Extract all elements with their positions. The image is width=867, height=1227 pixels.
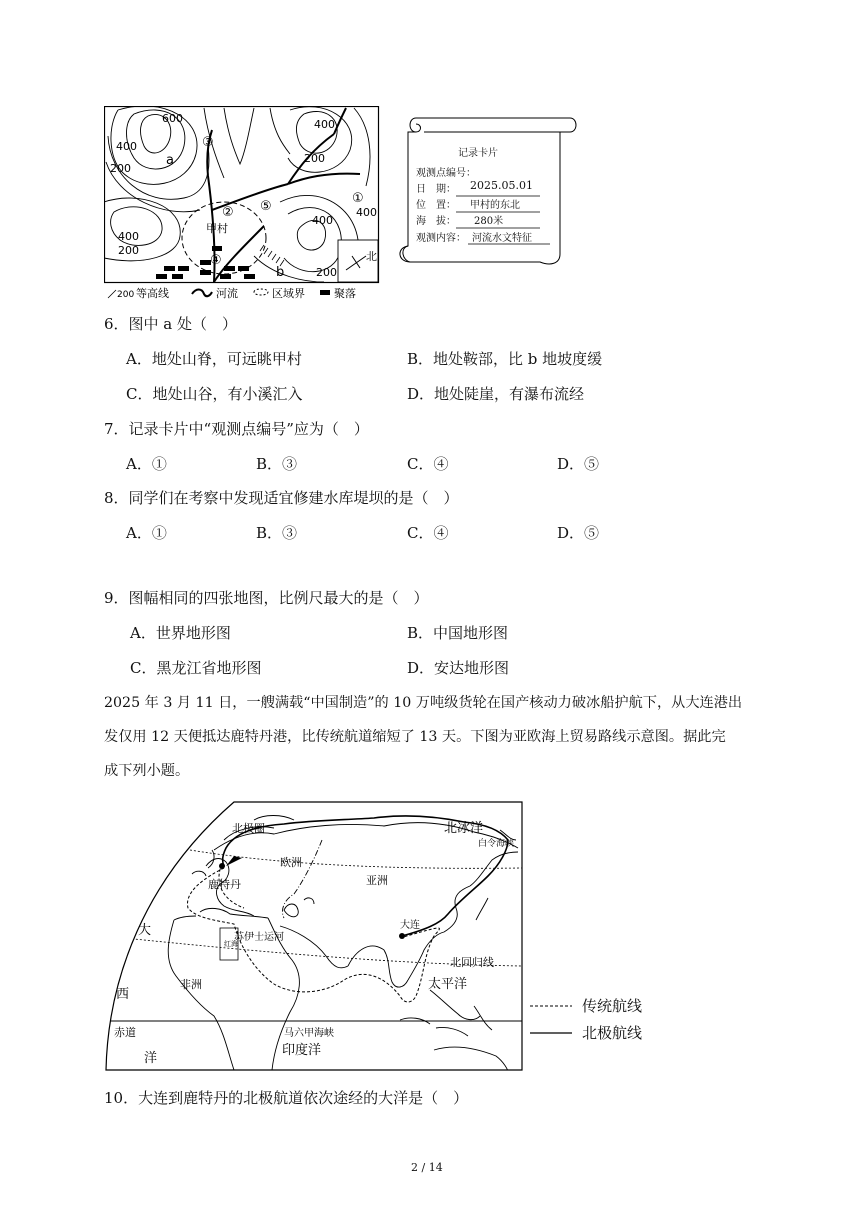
record-card-altitude-label: 海 拔：: [416, 216, 456, 227]
question-8-stem: 8．同学们在考察中发现适宜修建水库堤坝的是（ ）: [104, 489, 459, 507]
question-6-option-a[interactable]: A．地处山脊，可远眺甲村: [126, 350, 302, 368]
question-6-option-c[interactable]: C．地处山谷，有小溪汇入: [126, 385, 303, 403]
contour-label-400: 400: [312, 214, 333, 227]
question-9-option-b[interactable]: B．中国地形图: [407, 624, 509, 642]
question-7-option-c[interactable]: C．④: [407, 455, 449, 473]
point-1-label: ①: [352, 191, 364, 206]
contour-label-400: 400: [314, 118, 335, 131]
map-label-rotterdam: 鹿特丹: [208, 878, 241, 891]
point-a-label: a: [166, 153, 174, 168]
record-card-altitude-value: 280米: [474, 216, 504, 227]
question-9-option-a[interactable]: A．世界地形图: [130, 624, 231, 642]
record-card-location-value: 甲村的东北: [470, 200, 520, 211]
map-legend-arctic: 北极航线: [582, 1024, 643, 1042]
map-label-suez: 苏伊士运河: [234, 932, 284, 943]
contour-label-200: 200: [304, 152, 325, 165]
passage-line: 2025 年 3 月 11 日，一艘满载“中国制造”的 10 万吨级货轮在国产核动力破冰船护航下，从大连港出: [104, 695, 743, 711]
record-card-point-no-label: 观测点编号：: [416, 168, 476, 179]
question-9-option-c[interactable]: C．黑龙江省地形图: [130, 659, 262, 677]
question-9-stem: 9．图幅相同的四张地图，比例尺最大的是（ ）: [104, 589, 429, 607]
question-10-stem: 10．大连到鹿特丹的北极航道依次途经的大洋是（ ）: [104, 1089, 469, 1107]
point-3-label: ③: [202, 135, 214, 150]
map-label-atlantic-1: 大: [138, 923, 152, 938]
question-7-option-a[interactable]: A．①: [126, 455, 167, 473]
contour-label-400: 400: [116, 140, 137, 153]
question-8-option-a[interactable]: A．①: [126, 524, 167, 542]
legend-settlement: 聚落: [334, 287, 356, 300]
map-label-arctic-circle: 北极圈: [232, 822, 265, 835]
record-card-content-label: 观测内容：: [416, 233, 466, 244]
question-7-option-d[interactable]: D．⑤: [557, 455, 600, 473]
contour-label-400: 400: [118, 230, 139, 243]
contour-label-200: 200: [118, 244, 139, 257]
question-8-option-d[interactable]: D．⑤: [557, 524, 600, 542]
question-8-option-c[interactable]: C．④: [407, 524, 449, 542]
map-label-equator: 赤道: [114, 1026, 136, 1039]
question-6-option-d[interactable]: D．地处陡崖，有瀑布流经: [407, 385, 585, 403]
map-label-malacca: 马六甲海峡: [284, 1028, 334, 1039]
passage-line: 发仅用 12 天便抵达鹿特丹港，比传统航道缩短了 13 天。下图为亚欧海上贸易路线示意图。据此完: [104, 729, 726, 745]
contour-label-200: 200: [316, 266, 337, 279]
map-label-africa: 非洲: [180, 978, 202, 991]
question-7-option-b[interactable]: B．③: [256, 455, 298, 473]
question-8-option-b[interactable]: B．③: [256, 524, 298, 542]
legend-contour-sample: 200: [117, 290, 135, 300]
map-label-arctic-ocean: 北冰洋: [444, 821, 484, 836]
map-legend-traditional: 传统航线: [582, 997, 643, 1015]
page-number: 2 / 14: [411, 1161, 443, 1174]
contour-label-200: 200: [110, 162, 131, 175]
record-card-date-value: 2025.05.01: [470, 179, 533, 192]
question-6-option-b[interactable]: B．地处鞍部，比 b 地坡度缓: [407, 350, 603, 368]
map-label-europe: 欧洲: [280, 856, 302, 869]
map-label-bering: 白令海峡: [478, 839, 515, 849]
map-label-red-sea: 红海: [224, 940, 238, 948]
map-label-indian: 印度洋: [282, 1043, 322, 1058]
legend-boundary: 区域界: [272, 287, 305, 300]
question-6-stem: 6．图中 a 处（ ）: [104, 315, 238, 333]
village-label: 甲村: [206, 222, 228, 235]
record-card-title: 记录卡片: [458, 148, 498, 159]
map-label-pacific: 太平洋: [428, 977, 468, 992]
map-label-atlantic-2: 西: [116, 987, 130, 1002]
passage: [104, 686, 784, 788]
point-2-label: ②: [222, 205, 234, 220]
record-card-location-label: 位 置：: [416, 200, 456, 211]
point-5-label: ⑤: [260, 199, 272, 214]
contour-map: [104, 106, 380, 302]
north-label: 北: [366, 250, 377, 263]
trade-route-map: [104, 800, 524, 1072]
point-b-label: b: [276, 265, 285, 280]
map-label-asia: 亚洲: [366, 874, 388, 887]
record-card-content-value: 河流水文特征: [472, 233, 532, 244]
contour-label-600: 600: [162, 112, 183, 125]
point-4-label: ④: [210, 253, 222, 268]
question-9-option-d[interactable]: D．安达地形图: [407, 659, 510, 677]
map-label-atlantic-3: 洋: [144, 1051, 158, 1066]
record-card-date-label: 日 期：: [416, 184, 456, 195]
legend-contour: 等高线: [136, 287, 169, 300]
question-7-stem: 7．记录卡片中“观测点编号”应为（ ）: [104, 420, 369, 438]
map-label-tropic: 北回归线: [450, 956, 494, 969]
contour-label-400: 400: [356, 206, 377, 219]
map-label-dalian: 大连: [400, 920, 420, 931]
passage-line: 成下列小题。: [104, 763, 190, 779]
legend-river: 河流: [216, 287, 238, 300]
map-legend-lines: [528, 998, 576, 1038]
